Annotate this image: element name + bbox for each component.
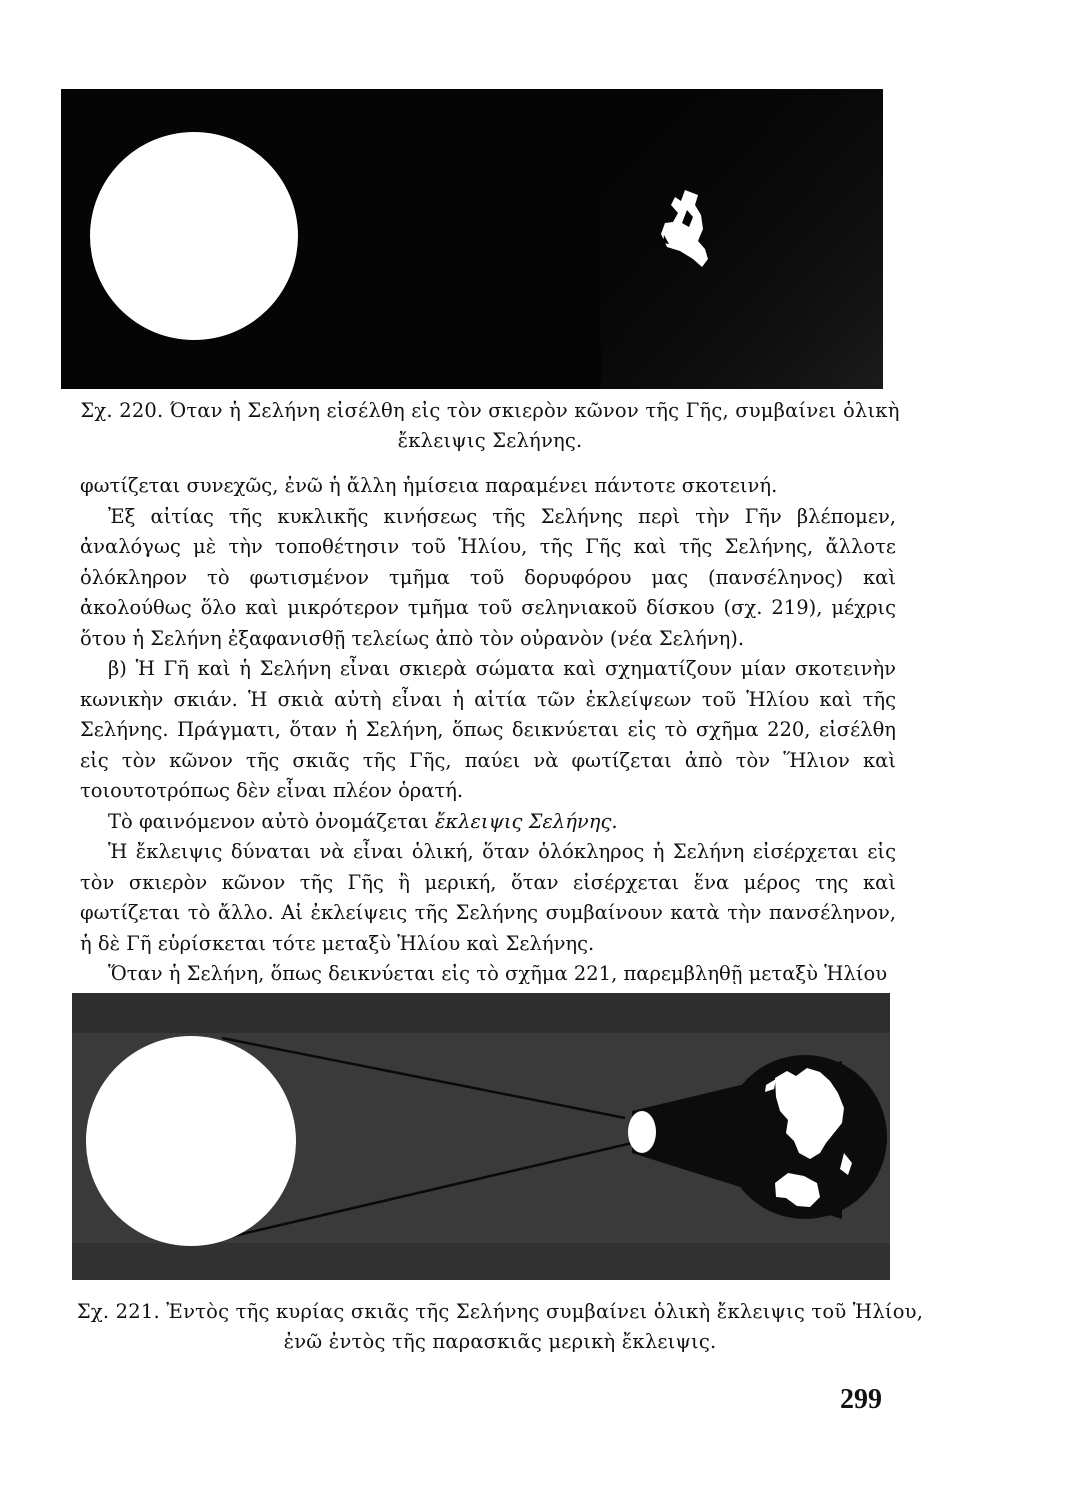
caption-line: Σχ. 220. Όταν ἡ Σελήνη εἰσέλθη εἰς τὸν σκιερὸν κῶνον τῆς Γῆς, συμβαίνει ὁλικὴ <box>80 399 900 422</box>
term-italic: ἔκλειψις Σελήνης. <box>434 809 618 833</box>
page-number: 299 <box>840 1384 882 1415</box>
figure-220-caption <box>50 396 930 456</box>
paragraph: Ἡ ἔκλειψις δύναται νὰ εἶναι ὁλική, ὅταν ὁλόκληρος ἡ Σελήνη εἰσέρχεται εἰς τὸν σκιερὸν κῶνον τῆς Γῆς ἢ μερική, ὅταν εἰσέρχεται ἕνα μέρος της καὶ φωτίζεται τὸ ἄλλο. Αἱ ἐκλείψεις τῆς Σελήνης συμβαίνουν κατὰ τὴν πανσέληνον, ἡ δὲ Γῆ εὑρίσκεται τότε μεταξὺ Ἡλίου καὶ Σελήνης. <box>80 840 896 955</box>
sky-haze <box>601 89 883 389</box>
caption-line: ἐνῶ ἐντὸς τῆς παρασκιᾶς μερικὴ ἔκλειψις. <box>283 1330 717 1353</box>
figure-221-illustration <box>72 993 890 1280</box>
paragraph <box>80 807 896 838</box>
sun-disc <box>86 1036 296 1246</box>
paragraph: φωτίζεται συνεχῶς, ἐνῶ ἡ ἄλλη ἡμίσεια παραμένει πάντοτε σκοτεινή. <box>80 474 778 497</box>
body-text <box>80 471 896 990</box>
paragraph: β) Ἡ Γῆ καὶ ἡ Σελήνη εἶναι σκιερὰ σώματα καὶ σχηματίζουν μίαν σκοτεινὴν κωνικὴν σκιάν. Ἡ σκιὰ αὐτὴ εἶναι ἡ αἰτία τῶν ἐκλείψεων τοῦ Ἡλίου καὶ τῆς Σελήνης. Πράγματι, ὅταν ἡ Σελήνη, ὅπως δεικνύεται εἰς τὸ σχῆμα 220, εἰσέλθη εἰς τὸν κῶνον τῆς σκιᾶς τῆς Γῆς, παύει νὰ φωτίζεται ἀπὸ τὸν Ἥλιον καὶ τοιουτοτρόπως δὲν εἶναι πλέον ὁρατή. <box>80 657 896 802</box>
figure-220-illustration <box>61 89 883 389</box>
caption-line: ἔκλειψις Σελήνης. <box>397 429 583 452</box>
figure-221-solar-eclipse <box>72 993 890 1280</box>
paragraph: Ἐξ αἰτίας τῆς κυκλικῆς κινήσεως τῆς Σελήνης περὶ τὴν Γῆν βλέπομεν, ἀναλόγως μὲ τὴν τοποθέτησιν τοῦ Ἡλίου, τῆς Γῆς καὶ τῆς Σελήνης, ἄλλοτε ὁλόκληρον τὸ φωτισμένον τμῆμα τοῦ δορυφόρου μας (πανσέληνος) καὶ ἀκολούθως ὅλο καὶ μικρότερον τμῆμα τοῦ σεληνιακοῦ δίσκου (σχ. 219), μέχρις ὅτου ἡ Σελήνη ἐξαφανισθῇ τελείως ἀπὸ τὸν οὐρανὸν (νέα Σελήνη). <box>80 504 896 650</box>
paragraph-text: Τὸ φαινόμενον αὐτὸ ὀνομάζεται <box>108 809 429 833</box>
figure-220-lunar-eclipse <box>61 89 883 389</box>
figure-221-caption <box>40 1297 960 1357</box>
paragraph: Ὅταν ἡ Σελήνη, ὅπως δεικνύεται εἰς τὸ σχῆμα 221, παρεμβληθῇ μεταξὺ Ἡλίου <box>108 962 888 985</box>
sun-disc <box>90 132 298 340</box>
caption-line: Σχ. 221. Ἐντὸς τῆς κυρίας σκιᾶς τῆς Σελήνης συμβαίνει ὁλικὴ ἔκλειψις τοῦ Ἡλίου, <box>76 1300 924 1323</box>
moon-disc <box>628 1111 656 1153</box>
